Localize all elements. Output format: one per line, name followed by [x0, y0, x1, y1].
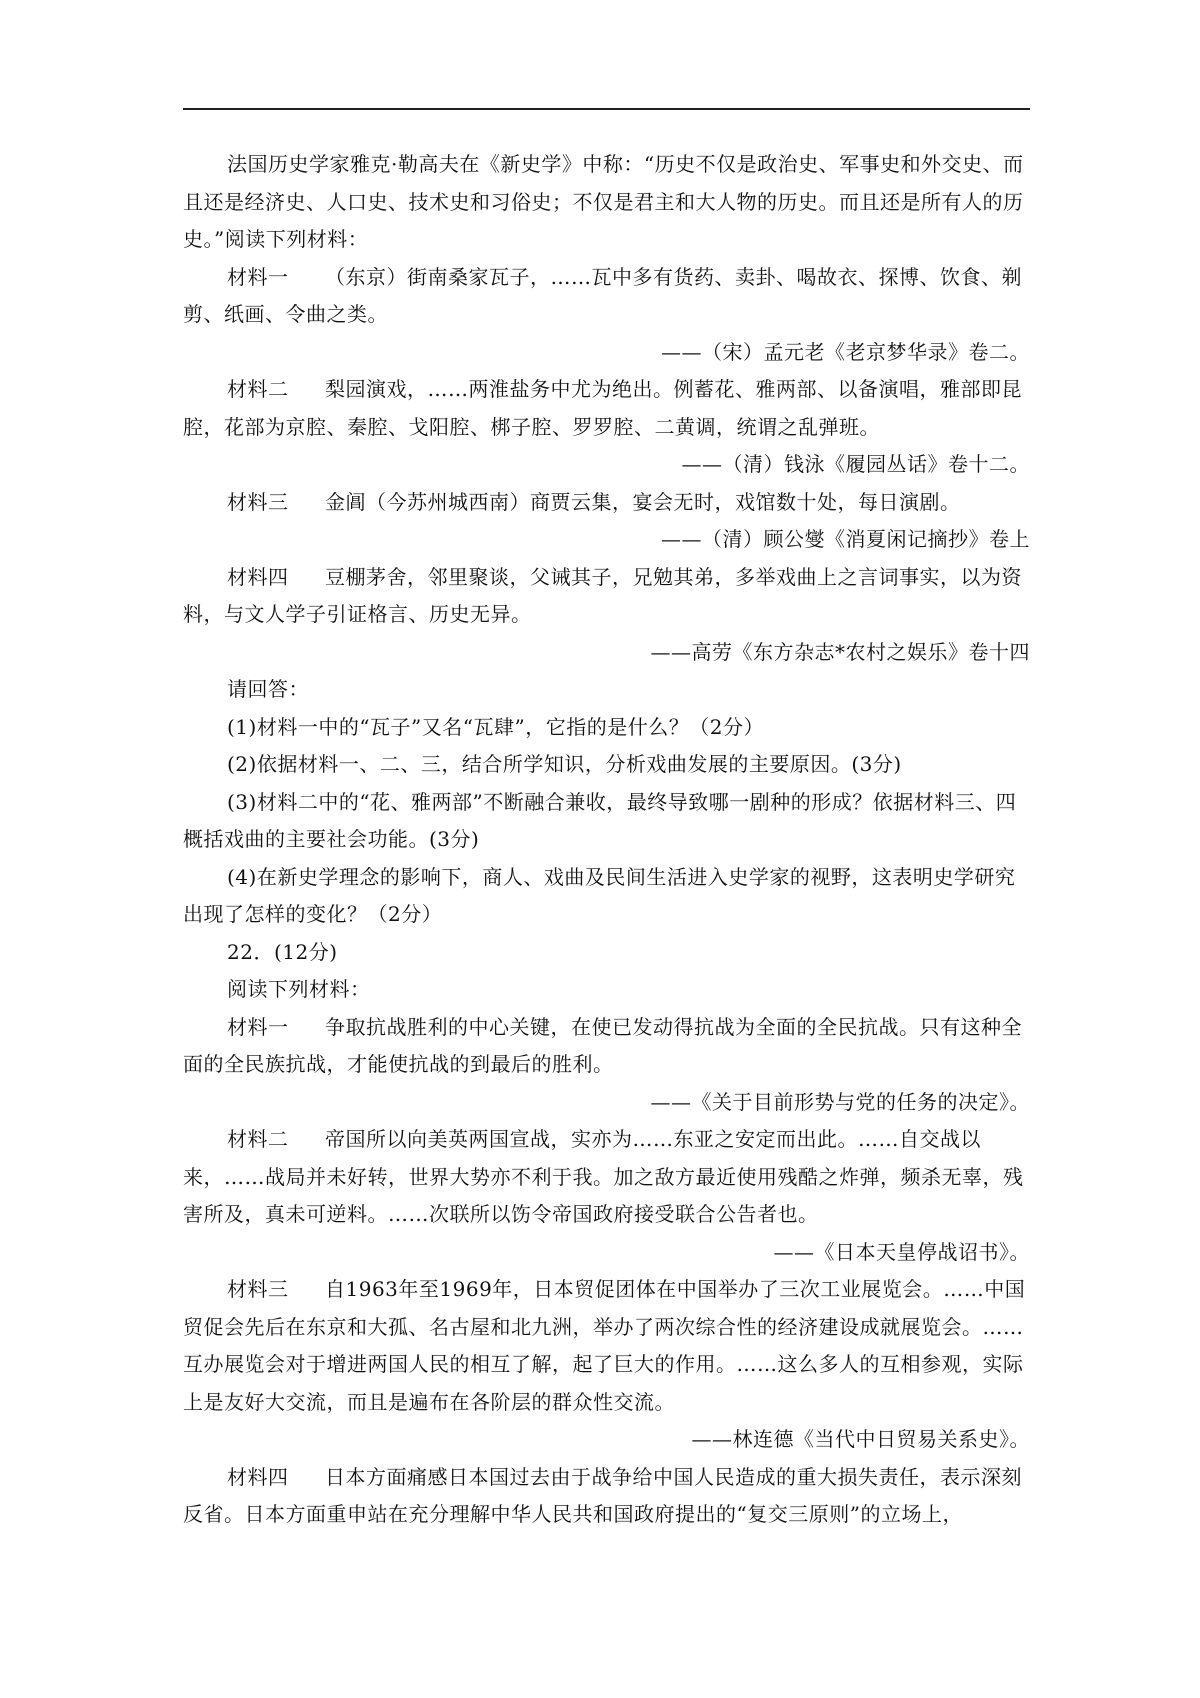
q21-material-4: [183, 559, 1030, 634]
q21-prompt: 请回答：: [227, 677, 309, 701]
q21-question-1: (1)材料一中的“瓦子”又名“瓦肆”，它指的是什么？（2分）: [227, 714, 764, 739]
material-text: 日本方面痛感日本国过去由于战争给中国人民造成的重大损失责任，表示深刻反省。日本方面重申站在充分理解中华人民共和国政府提出的“复交三原则”的立场上，: [183, 1464, 1022, 1526]
material-text: 帝国所以向美英两国宣战，实亦为……东亚之安定而出此。……自交战以来，……战局并未好转，世界大势亦不利于我。加之敌方最近使用残酷之炸弹，频杀无辜，残害所及，真未可逆料。……次联所以饬令帝国政府接受联合公告者也。: [183, 1127, 1024, 1226]
material-text: 豆棚茅舍，邻里聚谈，父诫其子，兄勉其弟，多举戏曲上之言词事实，以为资料，与文人学子引证格言、历史无异。: [183, 564, 1022, 626]
q22-material-1: [183, 1009, 1030, 1084]
q21-material-1-source: ——（宋）孟元老《老京梦华录》卷二。: [661, 339, 1030, 364]
header-rule: [183, 108, 1030, 110]
q22-prompt: 阅读下列材料：: [227, 977, 371, 1001]
material-label: 材料二: [227, 377, 289, 401]
q22-material-3: [183, 1271, 1030, 1421]
material-text: 争取抗战胜利的中心关键，在使已发动得抗战为全面的全民抗战。只有这种全面的全民族抗战，才能使抗战的到最后的胜利。: [183, 1014, 1022, 1076]
q21-question-4: (4)在新史学理念的影响下，商人、戏曲及民间生活进入史学家的视野，这表明史学研究出现了怎样的变化？（2分）: [183, 864, 1016, 926]
q22-material-2: [183, 1121, 1030, 1234]
material-label: 材料三: [227, 489, 289, 514]
q22-material-1-source: ——《关于目前形势与党的任务的决定》。: [650, 1089, 1030, 1114]
material-text: （东京）街南桑家瓦子，……瓦中多有货药、卖卦、喝故衣、探博、饮食、剃剪、纸画、令曲之类。: [183, 264, 1022, 326]
q21-material-3: [183, 484, 1030, 522]
q22-heading: 22．(12分): [227, 939, 338, 964]
material-label: 材料三: [227, 1277, 289, 1301]
q21-material-2-source: ——（清）钱泳《履园丛话》卷十二。: [681, 452, 1030, 476]
material-label: 材料四: [227, 1464, 289, 1489]
q22-material-3-source: ——林连德《当代中日贸易关系史》。: [691, 1427, 1030, 1451]
q22-material-2-source: ——《日本天皇停战诏书》。: [773, 1239, 1030, 1264]
material-label: 材料四: [227, 564, 289, 589]
q22-material-4: [183, 1459, 1030, 1534]
q21-material-2: [183, 371, 1030, 446]
material-label: 材料一: [227, 264, 289, 289]
document-body: [183, 146, 1030, 1534]
q21-material-1: [183, 259, 1030, 334]
q21-material-3-source: ——（清）顾公燮《消夏闲记摘抄》卷上: [661, 527, 1030, 551]
intro-paragraph: 法国历史学家雅克·勒高夫在《新史学》中称：“历史不仅是政治史、军事史和外交史、而且还是经济史、人口史、技术史和习俗史；不仅是君主和大人物的历史。而且还是所有人的历史。”阅读下列材料：: [183, 152, 1024, 251]
q21-material-4-source: ——高劳《东方杂志*农村之娱乐》卷十四: [650, 639, 1030, 664]
material-label: 材料一: [227, 1014, 289, 1039]
material-text: 自1963年至1969年，日本贸促团体在中国举办了三次工业展览会。……中国贸促会先后在东京和大孤、名古屋和北九洲，举办了两次综合性的经济建设成就展览会。……互办展览会对于增进两国人民的相互了解，起了巨大的作用。……这么多人的互相参观，实际上是友好大交流，而且是遍布在各阶层的群众性交流。: [183, 1277, 1026, 1414]
material-text: 梨园演戏，……两淮盐务中尤为绝出。例蓄花、雅两部、以备演唱，雅部即昆腔，花部为京腔、秦腔、戈阳腔、梆子腔、罗罗腔、二黄调，统谓之乱弹班。: [183, 377, 1022, 439]
material-text: 金阊（今苏州城西南）商贾云集，宴会无时，戏馆数十处，每日演剧。: [325, 489, 961, 514]
material-label: 材料二: [227, 1127, 289, 1151]
q21-question-3: (3)材料二中的“花、雅两部”不断融合兼收，最终导致哪一剧种的形成？依据材料三、四概括戏曲的主要社会功能。(3分): [183, 789, 1017, 851]
q21-question-2: (2)依据材料一、二、三，结合所学知识，分析戏曲发展的主要原因。(3分): [227, 752, 902, 776]
